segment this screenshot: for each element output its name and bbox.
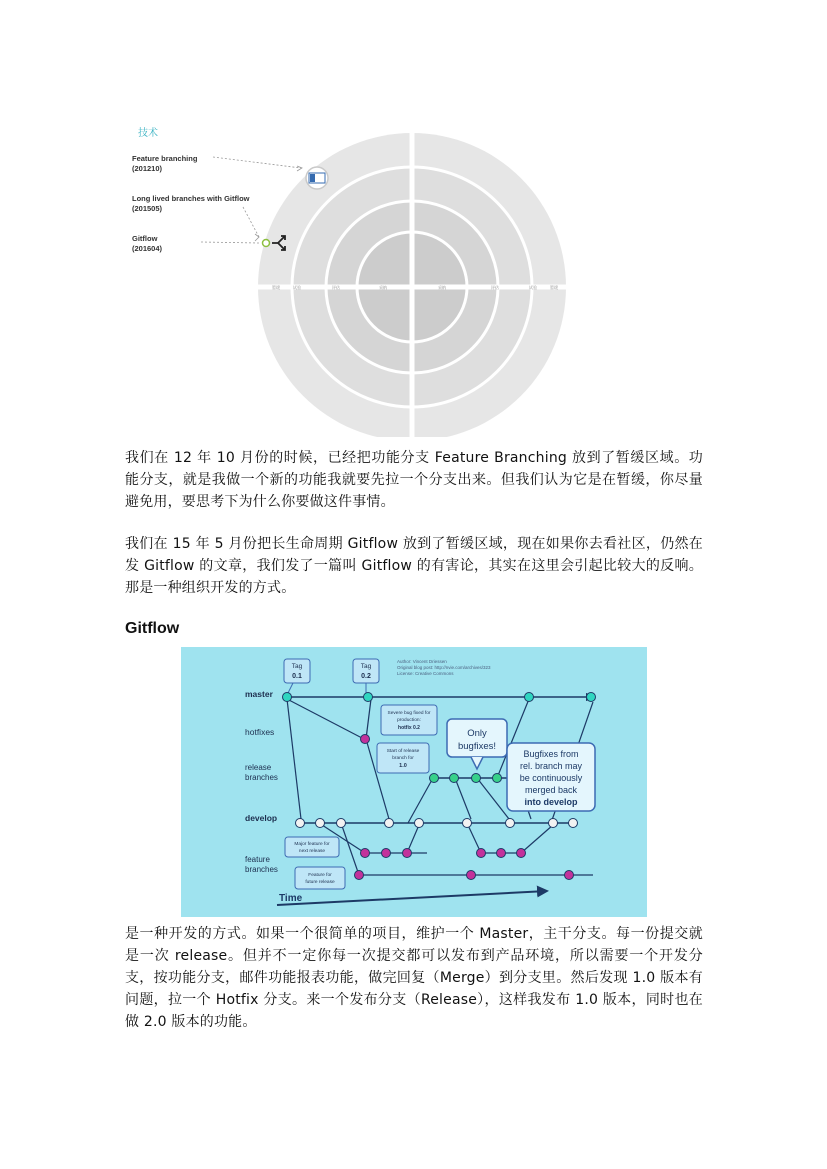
ring-label: 试验	[529, 285, 537, 290]
tech-radar-svg	[125, 110, 703, 437]
commit-release	[450, 774, 459, 783]
note-future-feature	[295, 867, 345, 889]
svg-text:1.0: 1.0	[399, 763, 407, 769]
paragraph-gitflow-description: 是一种开发的方式。如果一个很简单的项目，维护一个 Master，主干分支。每一份提交就是一次 release。但并不一定你每一次提交都可以发布到产品环境，所以需要一个开发分支，按功能分支，邮件功能报表功能，做完回复（Merge）到分支里。然后发现 1.0 版本有问题，拉一个 Hotfix 分支。来一个发布分支（Release），这样我发布 1.0 版本，同时也在做 2.0 版本的功能。	[125, 926, 703, 1030]
commit-develop	[506, 819, 515, 828]
commit-develop	[415, 819, 424, 828]
time-label: Time	[279, 893, 303, 904]
ring-label: 暂缓	[272, 285, 280, 290]
credit-blog: Original blog post: http://nvie.com/archives/323	[397, 665, 491, 670]
svg-text:Severe bug fixed for: Severe bug fixed for	[387, 711, 431, 716]
radar-item-name: Feature branching	[132, 154, 198, 163]
section-heading-gitflow: Gitflow	[125, 620, 180, 637]
commit-hotfix	[361, 735, 370, 744]
radar-item-date: (201604)	[132, 244, 163, 253]
paragraph-feature-branching: 我们在 12 年 10 月份的时候，已经把功能分支 Feature Branching 放到了暂缓区域。功能分支，就是我做一个新的功能我就要先拉一个分支出来。但我们认为它是在暂缓，你尽量避免用，要思考下为什么你要做这件事情。	[125, 450, 703, 510]
credit-license: License: Creative Commons	[397, 671, 454, 676]
radar-item-date: (201505)	[132, 204, 163, 213]
svg-text:Feature for: Feature for	[308, 873, 332, 878]
ring-label: 采纳	[438, 285, 446, 290]
svg-text:0.1: 0.1	[292, 673, 302, 680]
commit-feature	[361, 849, 370, 858]
commit-develop	[337, 819, 346, 828]
ring-label: 采纳	[379, 285, 387, 290]
commit-feature	[497, 849, 506, 858]
svg-text:be continuously: be continuously	[519, 773, 583, 783]
ring-label: 试验	[293, 285, 301, 290]
commit-master	[525, 693, 534, 702]
note-bugfixes-from-release	[507, 743, 595, 811]
commit-feature	[403, 849, 412, 858]
tech-radar-figure	[125, 110, 703, 437]
commit-develop	[316, 819, 325, 828]
commit-release	[430, 774, 439, 783]
blip-gitflow	[263, 240, 270, 247]
commit-feature	[517, 849, 526, 858]
commit-master	[364, 693, 373, 702]
paragraph-gitflow-hold: 我们在 15 年 5 月份把长生命周期 Gitflow 放到了暂缓区域，现在如果你去看社区，仍然在发 Gitflow 的文章，我们发了一篇叫 Gitflow 的有害论，其实在这里会引起比较大的反响。那是一种组织开发的方式。	[125, 536, 703, 596]
lane-label-feature: feature	[245, 855, 270, 864]
svg-text:branch for: branch for	[392, 756, 414, 761]
lane-label-hotfixes: hotfixes	[245, 727, 275, 737]
svg-text:next release: next release	[298, 849, 326, 854]
commit-release	[472, 774, 481, 783]
svg-text:hotfix 0.2: hotfix 0.2	[398, 725, 420, 731]
radar-section-title: 技术	[138, 128, 158, 139]
svg-text:Major feature for: Major feature for	[294, 842, 330, 847]
svg-text:bugfixes!: bugfixes!	[457, 741, 497, 752]
credit-author: Author: Vincent Driessen	[397, 659, 447, 664]
ring-label: 暂缓	[550, 285, 558, 290]
commit-feature	[467, 871, 476, 880]
commit-release	[493, 774, 502, 783]
radar-item-name: Long lived branches with Gitflow	[132, 194, 250, 203]
radar-item-name: Gitflow	[132, 234, 158, 243]
ring-label: 评估	[491, 285, 499, 290]
commit-develop	[569, 819, 578, 828]
commit-develop	[463, 819, 472, 828]
ring-label: 评估	[332, 285, 340, 290]
svg-text:production:: production:	[397, 718, 421, 723]
gitflow-diagram	[181, 647, 647, 917]
gitflow-svg	[181, 647, 647, 917]
svg-text:into develop: into develop	[524, 797, 578, 807]
commit-feature	[565, 871, 574, 880]
svg-text:merged back: merged back	[524, 785, 578, 795]
svg-text:rel. branch may: rel. branch may	[519, 761, 583, 771]
svg-text:Tag: Tag	[360, 663, 372, 670]
svg-text:Only: Only	[467, 728, 487, 739]
commit-develop	[385, 819, 394, 828]
commit-feature	[355, 871, 364, 880]
radar-item-long-lived-branches	[132, 194, 250, 214]
commit-develop	[549, 819, 558, 828]
lane-label-feature-branches: branches	[245, 865, 278, 874]
svg-text:0.2: 0.2	[361, 673, 371, 680]
lane-label-develop: develop	[245, 813, 278, 823]
radar-item-feature-branching	[132, 154, 197, 174]
svg-text:Bugfixes from: Bugfixes from	[523, 749, 579, 759]
radar-item-gitflow	[132, 234, 162, 254]
radar-item-date: (201210)	[132, 164, 163, 173]
commit-develop	[296, 819, 305, 828]
svg-text:future release: future release	[305, 880, 335, 885]
note-hotfix	[381, 705, 437, 735]
lane-label-release-branches: branches	[245, 773, 278, 782]
commit-feature	[477, 849, 486, 858]
lane-label-release: release	[245, 763, 272, 772]
commit-feature	[382, 849, 391, 858]
commit-master	[283, 693, 292, 702]
note-major-feature	[285, 837, 339, 857]
svg-text:Start of release: Start of release	[386, 749, 420, 754]
lane-label-master: master	[245, 689, 273, 699]
svg-text:Tag: Tag	[291, 663, 303, 670]
commit-master	[587, 693, 596, 702]
note-release-start	[377, 743, 429, 773]
